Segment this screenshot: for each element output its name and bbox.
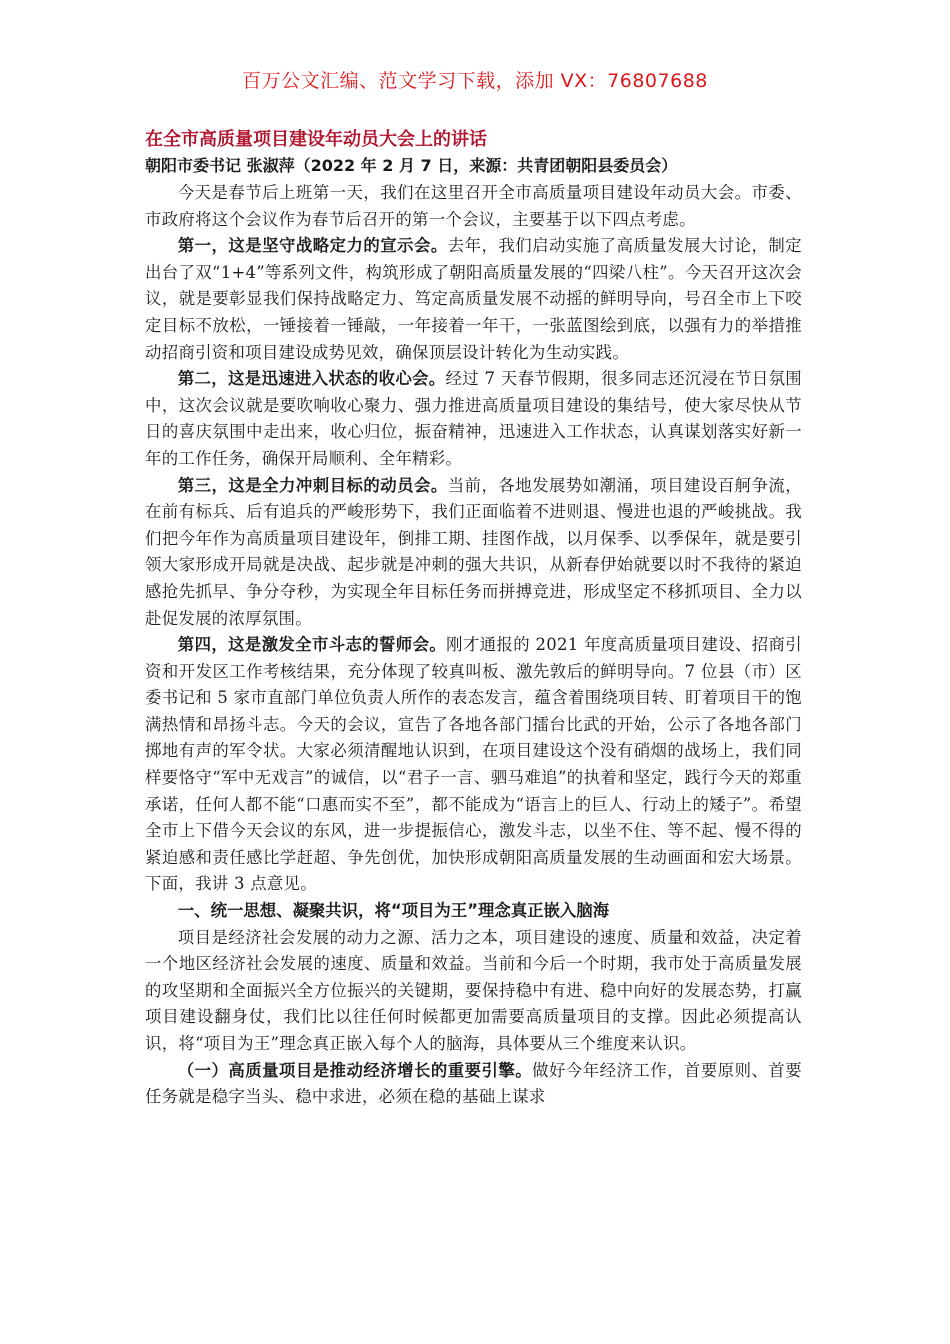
point-text-4: 刚才通报的 2021 年度高质量项目建设、招商引资和开发区工作考核结果，充分体现了较真叫板、激先敦后的鲜明导向。7 位县（市）区委书记和 5 家市直部门单位负责人所作的表态发言，蕴含着围绕项目转、盯着项目干的饱满热情和昂扬斗志。今天的会议，宣告了各地各部门擂台比武的开始，公示了各地各部门掷地有声的军令状。大家必须清醒地认识到，在项目建设这个没有硝烟的战场上，我们同样要恪守“军中无戏言”的诚信，以“君子一言、驷马难追”的执着和坚定，践行今天的郑重承诺，任何人都不能“口惠而实不至”，都不能成为“语言上的巨人、行动上的矮子”。希望全市上下借今天会议的东风，进一步提振信心，激发斗志，以坐不住、等不起、慢不得的紧迫感和责任感比学赶超、争先创优，加快形成朝阳高质量发展的生动画面和宏大场景。下面，我讲 3 点意见。 [145, 635, 802, 894]
point-paragraph-2 [145, 366, 802, 472]
point-lead-1: 第一，这是坚守战略定力的宣示会。 [177, 236, 448, 256]
point-lead-2: 第二，这是迅速进入状态的收心会。 [177, 369, 446, 389]
subsection-paragraph-1 [145, 1058, 802, 1111]
intro-paragraph: 今天是春节后上班第一天，我们在这里召开全市高质量项目建设年动员大会。市委、市政府将这个会议作为春节后召开的第一个会议，主要基于以下四点考虑。 [145, 183, 802, 229]
document-body [145, 127, 802, 1111]
section-paragraph-1: 项目是经济社会发展的动力之源、活力之本，项目建设的速度、质量和效益，决定着一个地区经济社会发展的速度、质量和效益。当前和今后一个时期，我市处于高质量发展的攻坚期和全面振兴全方位振兴的关键期，要保持稳中有进、稳中向好的发展态势，打赢项目建设翻身仗，我们比以往任何时候都更加需要高质量项目的支撑。因此必须提高认识，将“项目为王”理念真正嵌入每个人的脑海，具体要从三个维度来认识。 [145, 927, 802, 1053]
point-text-3: 当前，各地发展势如潮涌，项目建设百舸争流，在前有标兵、后有追兵的严峻形势下，我们正面临着不进则退、慢进也退的严峻挑战。我们把今年作为高质量项目建设年，倒排工期、挂图作战，以月保季、以季保年，就是要引领大家形成开局就是决战、起步就是冲刺的强大共识，从新春伊始就要以时不我待的紧迫感抢先抓早、争分夺秒，为实现全年目标任务而拼搏竞进，形成坚定不移抓项目、全力以赴促发展的浓厚氛围。 [145, 475, 802, 628]
document-title: 在全市高质量项目建设年动员大会上的讲话 [145, 129, 487, 150]
section-heading-1: 一、统一思想、凝聚共识，将“项目为王”理念真正嵌入脑海 [177, 901, 610, 921]
subsection-text-1: 做好今年经济工作，首要原则、首要任务就是稳字当头、稳中求进，必须在稳的基础上谋求 [145, 1060, 802, 1107]
point-text-1: 去年，我们启动实施了高质量发展大讨论，制定出台了双“1+4”等系列文件，构筑形成了朝阳高质量发展的“四梁八柱”。今天召开这次会议，就是要彰显我们保持战略定力、笃定高质量发展不动摇的鲜明导向，号召全市上下咬定目标不放松，一锤接着一锤敲，一年接着一年干，一张蓝图绘到底，以强有力的举措推动招商引资和项目建设成势见效，确保顶层设计转化为生动实践。 [145, 236, 802, 362]
point-paragraph-1 [145, 233, 802, 366]
promo-banner: 百万公文汇编、范文学习下载，添加 VX：76807688 [242, 70, 708, 92]
point-lead-4: 第四，这是激发全市斗志的誓师会。 [177, 635, 447, 655]
point-lead-3: 第三，这是全力冲刺目标的动员会。 [177, 475, 448, 495]
subsection-lead-1: （一）高质量项目是推动经济增长的重要引擎。 [177, 1060, 533, 1080]
point-text-2: 经过 7 天春节假期，很多同志还沉浸在节日氛围中，这次会议就是要吹响收心聚力、强力推进高质量项目建设的集结号，使大家尽快从节日的喜庆氛围中走出来，收心归位，振奋精神，迅速进入工作状态，认真谋划落实好新一年的工作任务，确保开局顺利、全年精彩。 [145, 369, 802, 468]
point-paragraph-3 [145, 473, 802, 633]
document-byline: 朝阳市委书记 张淑萍（2022 年 2 月 7 日，来源：共青团朝阳县委员会） [145, 156, 678, 175]
point-paragraph-4 [145, 632, 802, 898]
